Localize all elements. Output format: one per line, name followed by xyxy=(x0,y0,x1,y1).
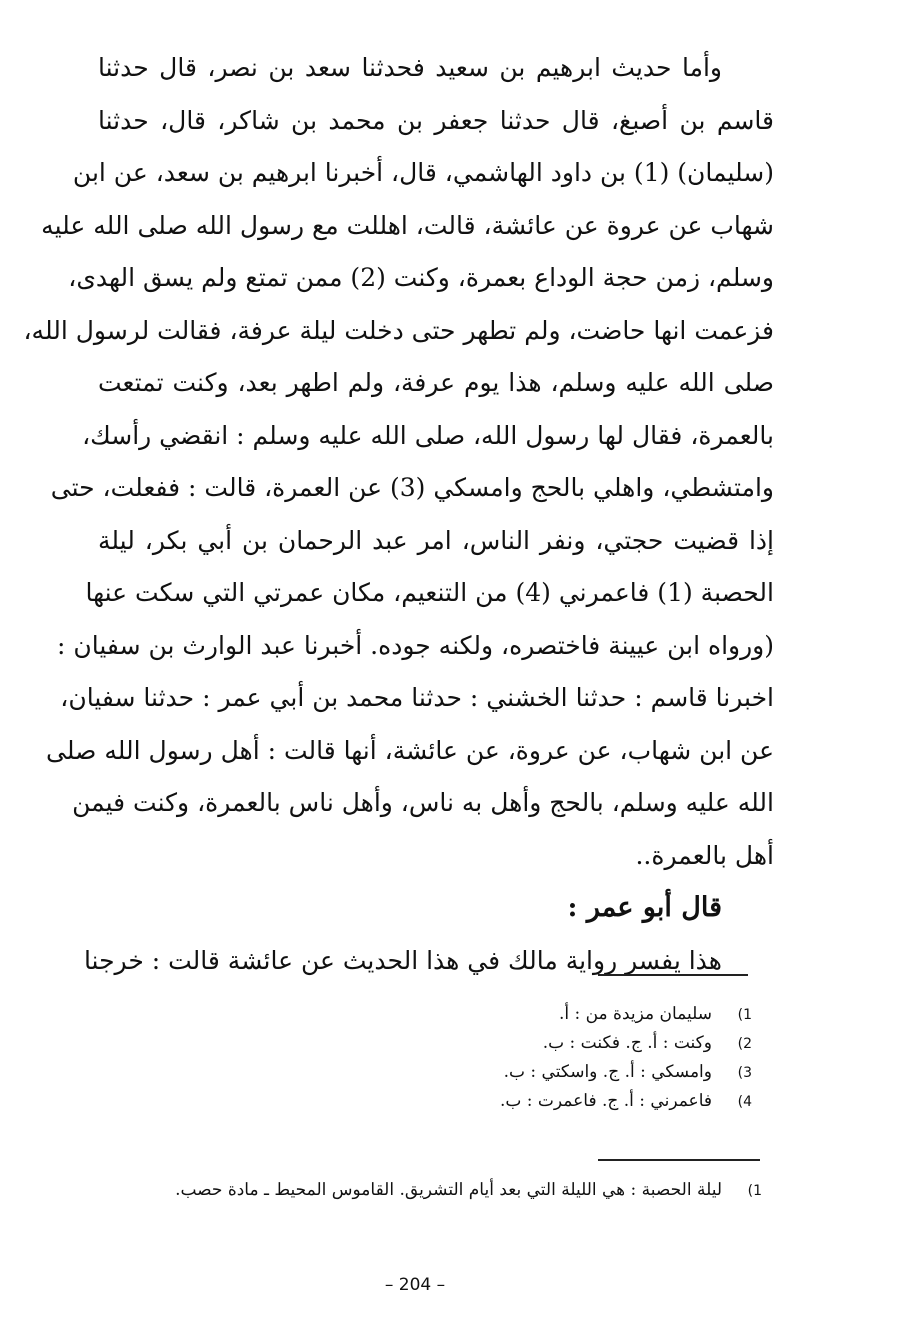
footnote-number: 1) xyxy=(737,1007,752,1023)
footnote-item xyxy=(152,1000,752,1029)
footnote-text: فاعمرني : أ. ج. فاعمرت : ب. xyxy=(499,1091,712,1111)
footnote-text: سليمان مزيدة من : أ. xyxy=(558,1004,712,1024)
explanatory-note-item xyxy=(122,1176,762,1205)
text-line: (سليمان) (1) بن داود الهاشمي، قال، أخبرنا ابرهيم بن سعد، عن ابن xyxy=(72,158,774,187)
page-number: – 204 – xyxy=(384,1275,446,1295)
text-line: إذا قضيت حجتي، ونفر الناس، امر عبد الرحمان بن أبي بكر، ليلة xyxy=(98,525,774,555)
text-line: الله عليه وسلم، بالحج وأهل به ناس، وأهل ناس بالعمرة، وكنت فيمن xyxy=(72,788,774,817)
footnote-number: 3) xyxy=(737,1065,752,1081)
explanatory-notes xyxy=(122,1176,762,1205)
footnote-divider-secondary xyxy=(598,1159,760,1161)
section-heading: قال أبو عمر : xyxy=(567,892,722,923)
footnote-number: 2) xyxy=(737,1036,752,1052)
text-line: قاسم بن أصبغ، قال حدثنا جعفر بن محمد بن شاكر، قال، حدثنا xyxy=(98,105,774,135)
footnote-number: 4) xyxy=(737,1094,752,1110)
footnote-item xyxy=(152,1087,752,1116)
text-line: اخبرنا قاسم : حدثنا الخشني : حدثنا محمد بن أبي عمر : حدثنا سفيان، xyxy=(60,683,774,712)
text-line: وامتشطي، واهلي بالحج وامسكي (3) عن العمرة، قالت : ففعلت، حتى xyxy=(50,473,774,502)
footnote-item xyxy=(152,1058,752,1087)
text-line: وسلم، زمن حجة الوداع بعمرة، وكنت (2) ممن تمتع ولم يسق الهدى، xyxy=(68,263,774,292)
text-line: شهاب عن عروة عن عائشة، قالت، اهللت مع رسول الله صلى الله عليه xyxy=(41,210,774,240)
footnote-text: وامسكي : أ. ج. واسكتي : ب. xyxy=(503,1062,712,1082)
text-line: وأما حديث ابرهيم بن سعيد فحدثنا سعد بن نصر، قال حدثنا xyxy=(98,53,722,82)
footnote-item xyxy=(152,1029,752,1058)
footnote-text: ليلة الحصبة : هي الليلة التي بعد أيام التشريق. القاموس المحيط ـ مادة حصب. xyxy=(175,1180,722,1200)
text-line: صلى الله عليه وسلم، هذا يوم عرفة، ولم اطهر بعد، وكنت تمتعت xyxy=(98,368,774,397)
footnote-divider xyxy=(598,974,748,976)
text-line: (ورواه ابن عيينة فاختصره، ولكنه جوده. أخبرنا عبد الوارث بن سفيان : xyxy=(57,630,774,660)
text-line: الحصبة (1) فاعمرني (4) من التنعيم، مكان عمرتي التي سكت عنها xyxy=(85,578,774,607)
text-line: بالعمرة، فقال لها رسول الله، صلى الله عليه وسلم : انقضي رأسك، xyxy=(82,420,774,450)
main-text xyxy=(23,42,774,987)
footnotes-list xyxy=(152,1000,752,1116)
text-line: عن ابن شهاب، عن عروة، عن عائشة، أنها قالت : أهل رسول الله صلى xyxy=(46,735,774,765)
footnote-number: 1) xyxy=(747,1183,762,1199)
text-line: هذا يفسر رواية مالك في هذا الحديث عن عائشة قالت : خرجنا xyxy=(83,945,722,975)
text-line: فزعمت انها حاضت، ولم تطهر حتى دخلت ليلة عرفة، فقالت لرسول الله، xyxy=(23,315,774,345)
text-line: أهل بالعمرة.. xyxy=(635,840,774,870)
footnote-text: وكنت : أ. ج. فكنت : ب. xyxy=(542,1033,712,1053)
